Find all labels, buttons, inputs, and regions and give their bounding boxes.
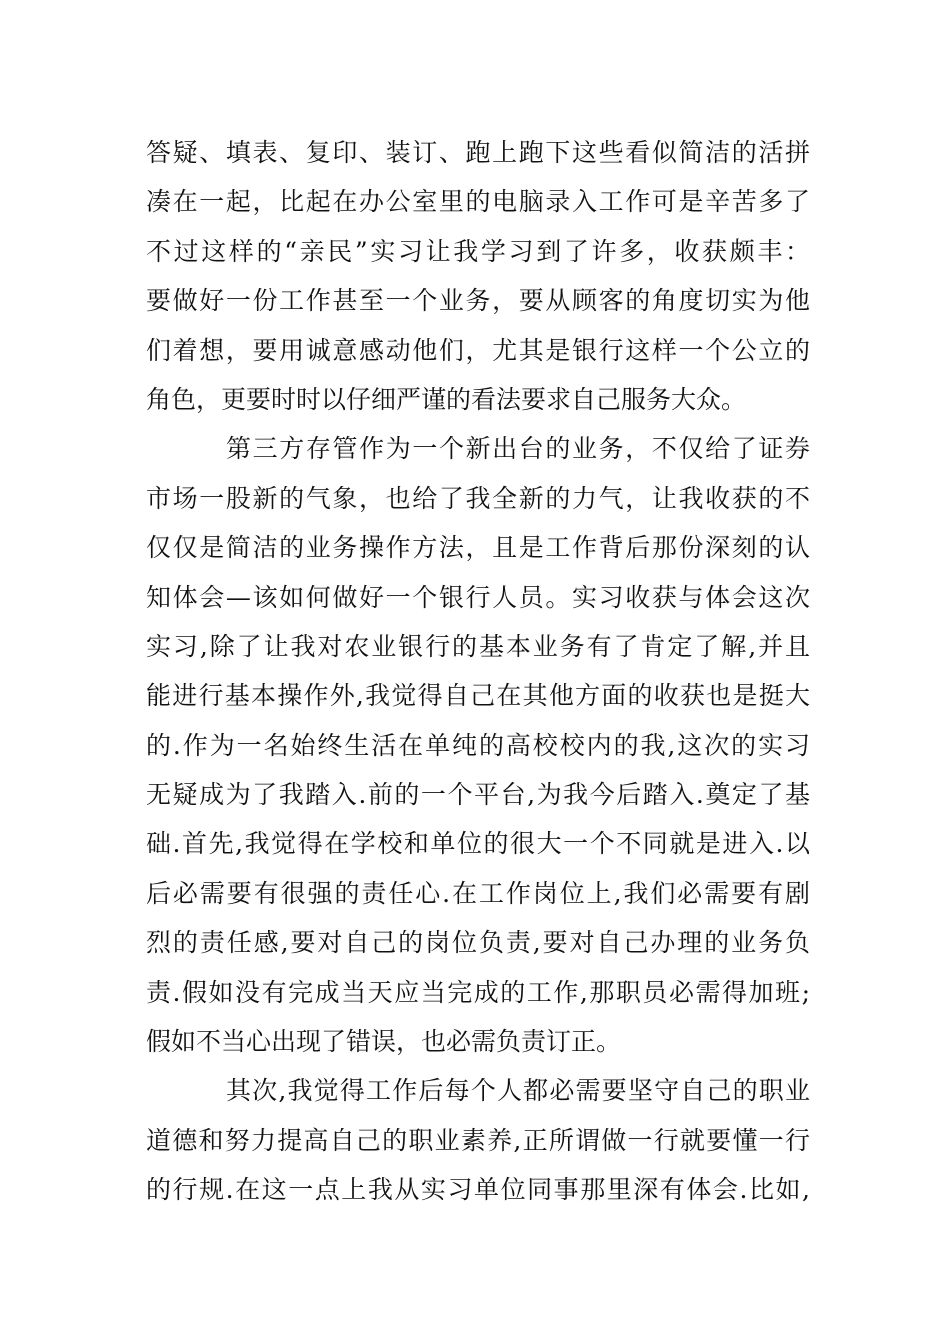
text-line: 烈的责任感,要对自己的岗位负责,要对自己办理的业务负 (146, 928, 810, 958)
text-line: 凑在一起，比起在办公室里的电脑录入工作可是辛苦多了 (146, 187, 810, 217)
text-line: 能进行基本操作外,我觉得自己在其他方面的收获也是挺大 (146, 681, 810, 711)
text-line: 角色，更要时时以仔细严谨的看法要求自己服务大众。 (146, 384, 747, 414)
text-line: 市场一股新的气象，也给了我全新的力气，让我收获的不 (146, 483, 810, 513)
text-line: 答疑、填表、复印、装订、跑上跑下这些看似简洁的活拼 (146, 138, 810, 167)
text-line: 要做好一份工作甚至一个业务，要从顾客的角度切实为他 (146, 286, 810, 316)
text-line: 无疑成为了我踏入.前的一个平台,为我今后踏入.奠定了基 (146, 780, 810, 810)
text-line: 仅仅是简洁的业务操作方法，且是工作背后那份深刻的认 (146, 533, 810, 563)
text-line: 假如不当心出现了错误，也必需负责订正。 (146, 1027, 622, 1057)
text-line: 的行规.在这一点上我从实习单位同事那里深有体会.比如, (146, 1175, 810, 1205)
text-line: 础.首先,我觉得在学校和单位的很大一个不同就是进入.以 (146, 829, 810, 859)
paragraph-first-line: 其次,我觉得工作后每个人都必需要坚守自己的职业 (226, 1076, 810, 1106)
text-line: 们着想，要用诚意感动他们，尤其是银行这样一个公立的 (146, 335, 810, 365)
text-line: 的.作为一名始终生活在单纯的高校校内的我,这次的实习 (146, 730, 810, 760)
text-line: 知体会—该如何做好一个银行人员。实习收获与体会这次 (146, 582, 810, 612)
text-line: 后必需要有很强的责任心.在工作岗位上,我们必需要有剧 (146, 878, 810, 908)
text-line: 责.假如没有完成当天应当完成的工作,那职员必需得加班; (146, 977, 810, 1007)
paragraph-first-line: 第三方存管作为一个新出台的业务，不仅给了证券 (226, 434, 810, 464)
text-line: 实习,除了让我对农业银行的基本业务有了肯定了解,并且 (146, 631, 810, 661)
text-line: 道德和努力提高自己的职业素养,正所谓做一行就要懂一行 (146, 1125, 810, 1155)
body-text (146, 128, 810, 1215)
text-line: 不过这样的“亲民”实习让我学习到了许多，收获颇丰： (146, 236, 810, 266)
